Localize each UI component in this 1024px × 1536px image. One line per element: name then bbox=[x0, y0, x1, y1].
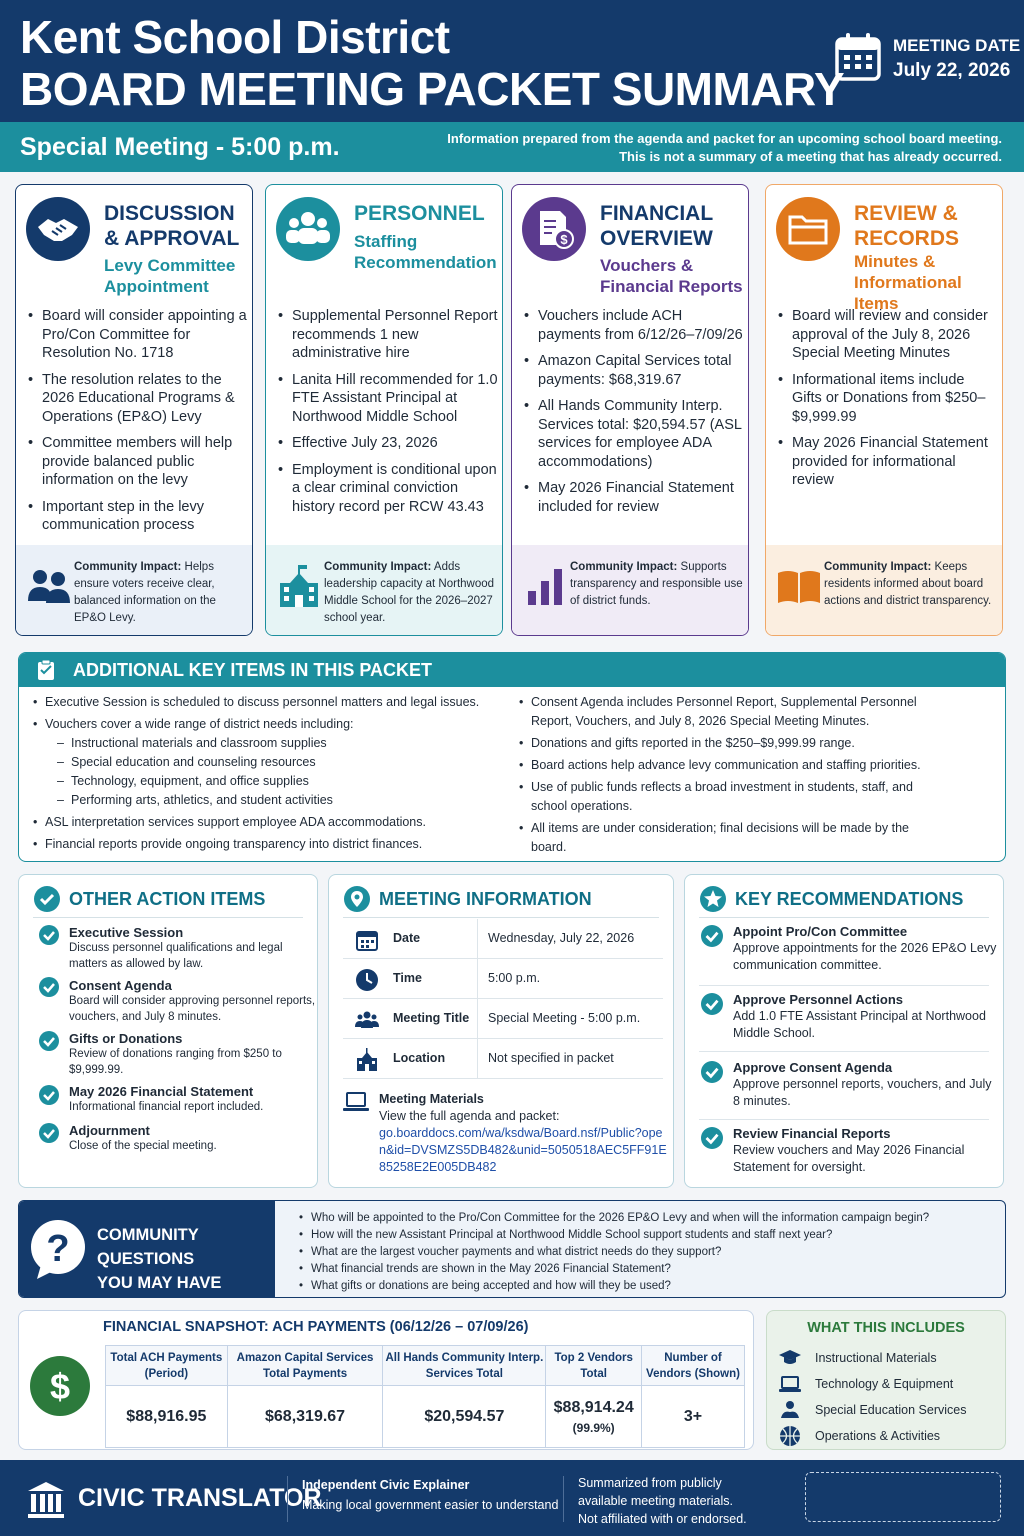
item-heading: Approve Consent Agenda bbox=[733, 1060, 893, 1075]
item-heading: Adjournment bbox=[69, 1123, 150, 1138]
list-item: • Use of public funds reflects a broad investment in students, staff, and school operations. bbox=[517, 778, 937, 816]
community-impact bbox=[16, 545, 252, 635]
additional-right-column bbox=[517, 693, 937, 860]
table-header: Total ACH Payments (Period) bbox=[106, 1346, 228, 1386]
open-book-icon bbox=[776, 563, 822, 609]
footer-tagline: Independent Civic Explainer bbox=[302, 1478, 470, 1492]
laptop-icon bbox=[779, 1373, 801, 1395]
question-list bbox=[297, 1210, 929, 1295]
card-bullets bbox=[522, 307, 744, 524]
building-icon bbox=[355, 1048, 379, 1072]
impact-label: Community Impact: bbox=[324, 561, 432, 573]
item-heading: Appoint Pro/Con Committee bbox=[733, 924, 908, 939]
folder-icon bbox=[776, 197, 840, 261]
list-item: • Supplemental Personnel Report recommends 1 new administrative hire bbox=[276, 307, 498, 363]
list-item bbox=[69, 1031, 319, 1078]
card-bullets bbox=[776, 307, 998, 498]
meeting-information bbox=[328, 874, 674, 1188]
item-description: Review of donations ranging from $250 to $9,999.99. bbox=[69, 1048, 282, 1076]
calendar-icon bbox=[355, 928, 379, 952]
table-cell: $88,916.95 bbox=[106, 1386, 228, 1448]
list-item: • Committee members will help provide balanced public information on the levy bbox=[26, 434, 248, 490]
impact-label: Community Impact: bbox=[570, 561, 678, 573]
section-title: KEY RECOMMENDATIONS bbox=[735, 889, 964, 909]
top2-percent: (99.9%) bbox=[572, 1420, 615, 1435]
calendar-icon bbox=[834, 32, 882, 82]
include-label: Technology & Equipment bbox=[815, 1377, 954, 1391]
item-description: Approve personnel reports, vouchers, and July 8 minutes. bbox=[733, 1077, 992, 1108]
section-title: COMMUNITY QUESTIONS bbox=[97, 1226, 199, 1268]
people-icon bbox=[26, 563, 72, 609]
table-row bbox=[106, 1386, 745, 1448]
card-financial-overview bbox=[511, 184, 749, 636]
list-item: • May 2026 Financial Statement provided for informational review bbox=[776, 434, 998, 490]
section-title: MEETING INFORMATION bbox=[379, 889, 592, 909]
list-item: • All Hands Community Interp. Services total: $20,594.57 (ASL services for employee ADA accommodations) bbox=[522, 397, 744, 471]
impact-text: Supports transparency and responsible use of district funds. bbox=[570, 561, 743, 607]
section-title: OTHER ACTION ITEMS bbox=[69, 889, 266, 909]
list-item: • Important step in the levy communication process bbox=[26, 498, 248, 535]
star-icon bbox=[699, 885, 727, 913]
item-heading: May 2026 Financial Statement bbox=[69, 1084, 254, 1099]
footer-source-note: Summarized from publicly available meeting materials. bbox=[578, 1476, 733, 1508]
card-title: PERSONNEL bbox=[354, 202, 485, 225]
impact-label: Community Impact: bbox=[824, 561, 932, 573]
meeting-subbar bbox=[0, 122, 1024, 172]
disclaimer bbox=[402, 130, 1002, 166]
list-item: • Donations and gifts reported in the $250–$9,999.99 range. bbox=[517, 734, 937, 753]
handshake-icon bbox=[26, 197, 90, 261]
card-subtitle: Minutes & Informational Items bbox=[854, 252, 962, 313]
card-review-records bbox=[765, 184, 1003, 636]
info-row-date bbox=[343, 919, 663, 959]
list-item bbox=[733, 923, 999, 974]
materials-label: Meeting Materials bbox=[379, 1092, 484, 1106]
list-item: • Informational items include Gifts or Donations from $250–$9,999.99 bbox=[776, 371, 998, 427]
check-icon bbox=[39, 925, 59, 945]
item-description: Board will consider approving personnel reports, vouchers, and July 8 minutes. bbox=[69, 995, 316, 1023]
item-heading: Review Financial Reports bbox=[733, 1126, 891, 1141]
info-label: Meeting Title bbox=[393, 1011, 470, 1025]
info-row-title bbox=[343, 999, 663, 1039]
card-subtitle: Levy Committee Appointment bbox=[104, 256, 236, 296]
card-bullets bbox=[276, 307, 498, 524]
list-item bbox=[69, 925, 319, 972]
list-item: • What are the largest voucher payments and what district needs do they support? bbox=[297, 1244, 929, 1261]
include-label: Operations & Activities bbox=[815, 1429, 941, 1443]
table-header: Amazon Capital Services Total Payments bbox=[227, 1346, 383, 1386]
list-item bbox=[733, 1059, 999, 1110]
key-recommendations bbox=[684, 874, 1004, 1188]
item-heading: Executive Session bbox=[69, 925, 184, 940]
dollar-icon bbox=[29, 1355, 91, 1417]
item-description: Discuss personnel qualifications and legal matters as allowed by law. bbox=[69, 942, 283, 970]
list-item: • What financial trends are shown in the May 2026 Financial Statement? bbox=[297, 1261, 929, 1278]
include-label: Special Education Services bbox=[815, 1403, 967, 1417]
table-cell: 3+ bbox=[642, 1386, 745, 1448]
page-title: BOARD MEETING PACKET SUMMARY bbox=[20, 63, 845, 115]
svg-text:$: $ bbox=[49, 1366, 71, 1407]
info-row-time bbox=[343, 959, 663, 999]
list-item: • How will the new Assistant Principal at Northwood Middle School support students and staff next year? bbox=[297, 1227, 929, 1244]
community-questions bbox=[18, 1200, 1006, 1298]
section-title: ADDITIONAL KEY ITEMS IN THIS PACKET bbox=[73, 660, 433, 680]
list-item: • ASL interpretation services support employee ADA accommodations. bbox=[31, 813, 501, 832]
list-item: • The resolution relates to the 2026 Educational Programs & Operations (EP&O) Levy bbox=[26, 371, 248, 427]
info-value: Special Meeting - 5:00 p.m. bbox=[477, 999, 640, 1039]
list-item: • Vouchers include ACH payments from 6/12/26–7/09/26 bbox=[522, 307, 744, 344]
list-item: • Board actions help advance levy communication and staffing priorities. bbox=[517, 756, 937, 775]
svg-text:?: ? bbox=[46, 1228, 70, 1270]
check-icon bbox=[701, 1061, 723, 1083]
card-discussion-approval bbox=[15, 184, 253, 636]
impact-label: Community Impact: bbox=[74, 561, 182, 573]
graduation-cap-icon bbox=[779, 1347, 801, 1369]
include-label: Instructional Materials bbox=[815, 1351, 937, 1365]
list-item: • What gifts or donations are being accepted and how will they be used? bbox=[297, 1278, 929, 1295]
card-subtitle: Staffing Recommendation bbox=[354, 232, 497, 272]
list-item bbox=[69, 1084, 319, 1116]
list-item: • Employment is conditional upon a clear criminal conviction history record per RCW 43.43 bbox=[276, 461, 498, 517]
list-subitem: – Performing arts, athletics, and student activities bbox=[31, 791, 501, 810]
card-title: FINANCIAL OVERVIEW bbox=[600, 202, 713, 250]
list-item: • Financial reports provide ongoing transparency into district finances. bbox=[31, 835, 501, 854]
list-item: • Who will be appointed to the Pro/Con Committee for the 2026 EP&O Levy and when will the information campaign begin? bbox=[297, 1210, 929, 1227]
additional-key-items bbox=[18, 652, 1006, 862]
table-header: Top 2 Vendors Total bbox=[546, 1346, 642, 1386]
table-header: Number of Vendors (Shown) bbox=[642, 1346, 745, 1386]
meeting-date: July 22, 2026 bbox=[893, 60, 1011, 81]
impact-text: Keeps residents informed about board actions and district transparency. bbox=[824, 561, 992, 607]
impact-text: Helps ensure voters receive clear, balanced information on the EP&O Levy. bbox=[74, 561, 216, 624]
list-item: • Amazon Capital Services total payments: $68,319.67 bbox=[522, 352, 744, 389]
brand-name: CIVIC TRANSLATOR bbox=[78, 1484, 322, 1512]
info-value: Not specified in packet bbox=[477, 1039, 614, 1079]
bar-chart-icon bbox=[522, 563, 568, 609]
disclaimer-line: Information prepared from the agenda and packet for an upcoming school board meeting. bbox=[447, 131, 1002, 146]
table-cell: $20,594.57 bbox=[383, 1386, 546, 1448]
what-this-includes bbox=[766, 1310, 1006, 1450]
other-action-items bbox=[18, 874, 318, 1188]
item-description: Review vouchers and May 2026 Financial Statement for oversight. bbox=[733, 1143, 965, 1174]
school-icon bbox=[276, 563, 322, 609]
item-description: Informational financial report included. bbox=[69, 1101, 264, 1113]
info-value: Wednesday, July 22, 2026 bbox=[477, 919, 634, 959]
info-value: 5:00 p.m. bbox=[477, 959, 540, 999]
info-label: Date bbox=[393, 931, 421, 945]
card-subtitle: Vouchers & Financial Reports bbox=[600, 256, 743, 296]
clock-icon bbox=[355, 968, 379, 992]
list-item bbox=[733, 1125, 999, 1176]
check-icon bbox=[39, 1085, 59, 1105]
materials-text: View the full agenda and packet: bbox=[379, 1109, 560, 1123]
community-impact bbox=[266, 545, 502, 635]
list-item: • Effective July 23, 2026 bbox=[276, 434, 498, 453]
footer-affiliation-note: Not affiliated with or endorsed. bbox=[578, 1512, 747, 1526]
check-icon bbox=[39, 977, 59, 997]
item-description: Close of the special meeting. bbox=[69, 1140, 217, 1152]
card-bullets bbox=[26, 307, 248, 543]
clipboard-icon bbox=[35, 659, 57, 681]
item-heading: Approve Personnel Actions bbox=[733, 992, 903, 1007]
list-subitem: – Technology, equipment, and office supplies bbox=[31, 772, 501, 791]
basketball-icon bbox=[779, 1425, 801, 1447]
people-icon bbox=[355, 1008, 379, 1032]
check-circle-icon bbox=[33, 885, 61, 913]
info-label: Location bbox=[393, 1051, 446, 1065]
card-title: DISCUSSION & APPROVAL bbox=[104, 202, 240, 250]
meeting-date-label: MEETING DATE bbox=[893, 36, 1021, 55]
invoice-dollar-icon bbox=[522, 197, 586, 261]
list-item: • Vouchers cover a wide range of district needs including: bbox=[31, 715, 501, 734]
page-footer bbox=[0, 1460, 1024, 1536]
list-item bbox=[733, 991, 999, 1042]
list-item: • May 2026 Financial Statement included for review bbox=[522, 479, 744, 516]
check-icon bbox=[39, 1123, 59, 1143]
list-item: • All items are under consideration; final decisions will be made by the board. bbox=[517, 819, 937, 857]
table-cell bbox=[546, 1386, 642, 1448]
list-item bbox=[69, 1123, 319, 1155]
info-row-location bbox=[343, 1039, 663, 1079]
check-icon bbox=[701, 993, 723, 1015]
footer-subtagline: Making local government easier to understand bbox=[302, 1498, 559, 1512]
card-personnel bbox=[265, 184, 503, 636]
list-subitem: – Special education and counseling resources bbox=[31, 753, 501, 772]
financial-snapshot bbox=[18, 1310, 754, 1450]
check-icon bbox=[701, 1127, 723, 1149]
location-pin-icon bbox=[343, 885, 371, 913]
card-title: REVIEW & RECORDS bbox=[854, 202, 960, 250]
columns-building-icon bbox=[26, 1480, 66, 1520]
item-heading: Consent Agenda bbox=[69, 978, 172, 993]
laptop-icon bbox=[343, 1091, 369, 1113]
section-title: WHAT THIS INCLUDES bbox=[807, 1320, 965, 1336]
section-title: YOU MAY HAVE bbox=[97, 1274, 222, 1292]
table-cell: $68,319.67 bbox=[227, 1386, 383, 1448]
page-header bbox=[0, 0, 1024, 122]
list-item: • Board will consider appointing a Pro/Con Committee for Resolution No. 1718 bbox=[26, 307, 248, 363]
disclaimer-line: This is not a summary of a meeting that has already occurred. bbox=[619, 149, 1002, 164]
check-icon bbox=[701, 925, 723, 947]
info-label: Time bbox=[393, 971, 422, 985]
impact-text: Adds leadership capacity at Northwood Middle School for the 2026–2027 school year. bbox=[324, 561, 495, 624]
item-description: Approve appointments for the 2026 EP&O Levy communication committee. bbox=[733, 941, 997, 972]
table-header: All Hands Community Interp. Services Total bbox=[383, 1346, 546, 1386]
support-icon bbox=[779, 1399, 801, 1421]
section-title: FINANCIAL SNAPSHOT: ACH PAYMENTS (06/12/26 – 07/09/26) bbox=[103, 1319, 529, 1335]
community-impact bbox=[512, 545, 748, 635]
district-title: Kent School District bbox=[20, 11, 450, 63]
list-subitem: – Instructional materials and classroom supplies bbox=[31, 734, 501, 753]
list-item bbox=[69, 978, 319, 1025]
question-bubble-icon bbox=[27, 1217, 89, 1281]
packet-link[interactable]: go.boarddocs.com/wa/ksdwa/Board.nsf/Public?open&id=DVSMZS5DB482&unid=5050518AEC5FF91E85258E2E005DB482 bbox=[379, 1126, 667, 1174]
item-description: Add 1.0 FTE Assistant Principal at Northwood Middle School. bbox=[733, 1009, 986, 1040]
placeholder-box bbox=[805, 1472, 1001, 1522]
list-item: • Lanita Hill recommended for 1.0 FTE Assistant Principal at Northwood Middle School bbox=[276, 371, 498, 427]
financial-table bbox=[105, 1345, 745, 1448]
top2-total: $88,914.24 bbox=[553, 1398, 634, 1416]
list-item: • Executive Session is scheduled to discuss personnel matters and legal issues. bbox=[31, 693, 501, 712]
check-icon bbox=[39, 1031, 59, 1051]
item-heading: Gifts or Donations bbox=[69, 1031, 183, 1046]
list-item: • Board will review and consider approval of the July 8, 2026 Special Meeting Minutes bbox=[776, 307, 998, 363]
list-item: • Consent Agenda includes Personnel Report, Supplemental Personnel Report, Vouchers, and July 8, 2026 Special Meeting Minutes. bbox=[517, 693, 937, 731]
svg-text:$: $ bbox=[560, 232, 568, 247]
additional-left-column bbox=[31, 693, 501, 857]
group-icon bbox=[276, 197, 340, 261]
community-impact bbox=[766, 545, 1002, 635]
meeting-type: Special Meeting - 5:00 p.m. bbox=[20, 133, 340, 161]
